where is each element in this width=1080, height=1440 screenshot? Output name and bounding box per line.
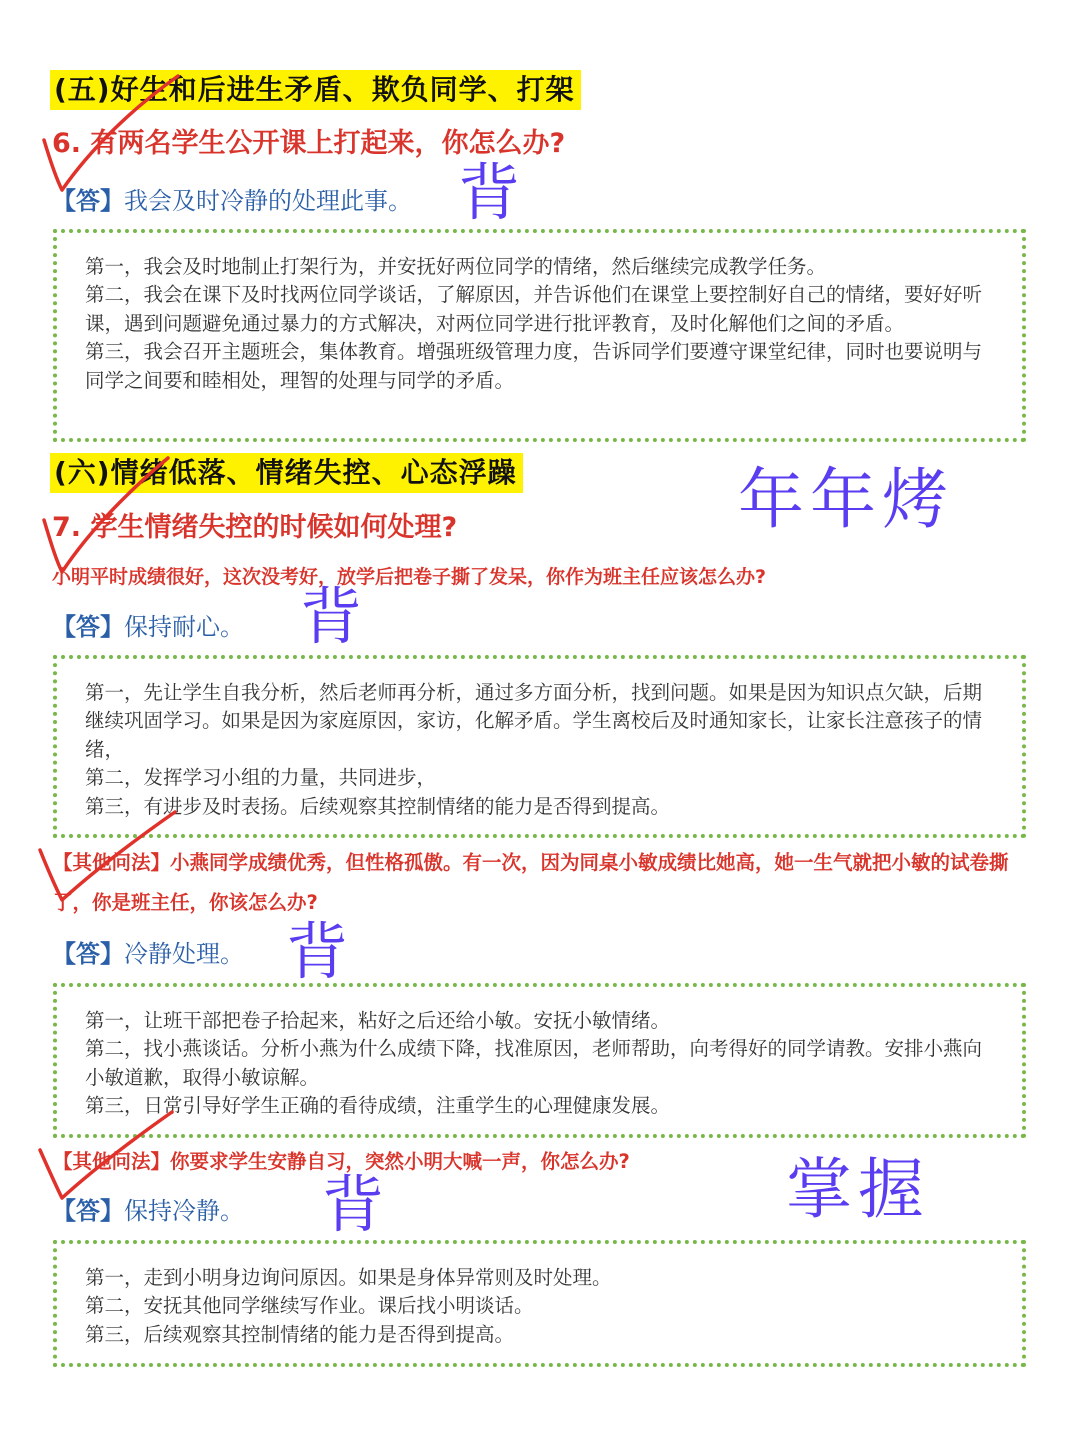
alt-label: 【其他问法】 <box>53 1150 171 1173</box>
check-mark-icon <box>44 76 178 190</box>
check-mark-icon <box>44 458 168 572</box>
handwritten-bei: 背 <box>322 1168 385 1241</box>
answer-label: 【答】 <box>52 612 124 641</box>
section-title-6: (六)情绪低落、情绪失控、心态浮躁 <box>50 453 523 493</box>
handwritten-bei: 背 <box>300 580 363 653</box>
alt-text: 小燕同学成绩优秀，但性格孤傲。有一次，因为同桌小敏成绩比她高，她一生气就把小敏的试卷撕了，你是班主任，你该怎么办? <box>53 851 1009 914</box>
check-mark-icon <box>40 812 175 900</box>
handwritten-note-yearly: 年年烤 <box>738 461 954 538</box>
handwritten-note-master: 掌握 <box>786 1151 930 1228</box>
answer-label: 【答】 <box>52 186 124 215</box>
answer-point: 第三，后续观察其控制情绪的能力是否得到提高。 <box>85 1322 515 1346</box>
answer-point: 第三，我会召开主题班会，集体教育。增强班级管理力度，告诉同学们要遵守课堂纪律，同时也要说明与同学之间要和睦相处，理智的处理与同学的矛盾。 <box>85 340 983 392</box>
answer-summary: 冷静处理。 <box>124 940 244 968</box>
answer-summary: 保持冷静。 <box>124 1197 244 1225</box>
handwritten-bei: 背 <box>458 156 521 229</box>
answer-point: 第二，安抚其他同学继续写作业。课后找小明谈话。 <box>85 1294 534 1318</box>
question-6: 6. 有两名学生公开课上打起来，你怎么办? <box>52 128 566 159</box>
answer-summary: 我会及时冷静的处理此事。 <box>124 187 412 215</box>
scenario-7: 小明平时成绩很好，这次没考好，放学后把卷子撕了发呆，你作为班主任应该怎么办? <box>52 566 767 588</box>
answer-summary: 保持耐心。 <box>124 613 244 641</box>
question-7: 7. 学生情绪失控的时候如何处理? <box>52 512 458 543</box>
answer-label: 【答】 <box>52 939 124 968</box>
answer-point: 第一，我会及时地制止打架行为，并安抚好两位同学的情绪，然后继续完成教学任务。 <box>85 255 827 278</box>
answer-point: 第三，有进步及时表扬。后续观察其控制情绪的能力是否得到提高。 <box>85 794 671 818</box>
answer-point: 第二，找小燕谈话。分析小燕为什么成绩下降，找准原因，老师帮助，向考得好的同学请教。安排小燕向小敏道歉，取得小敏谅解。 <box>85 1037 983 1089</box>
handwritten-bei: 背 <box>286 915 349 988</box>
answer-point: 第二，发挥学习小组的力量，共同进步， <box>85 766 437 790</box>
answer-point: 第三，日常引导好学生正确的看待成绩，注重学生的心理健康发展。 <box>85 1094 671 1118</box>
answer-point: 第一，先让学生自我分析，然后老师再分析，通过多方面分析，找到问题。如果是因为知识点欠缺，后期继续巩固学习。如果是因为家庭原因，家访，化解矛盾。学生离校后及时通知家长，让家长注意孩子的情绪， <box>85 681 983 761</box>
answer-point: 第二，我会在课下及时找两位同学谈话，了解原因，并告诉他们在课堂上要控制好自己的情绪，要好好听课，遇到问题避免通过暴力的方式解决，对两位同学进行批评教育，及时化解他们之间的矛盾。 <box>85 283 983 335</box>
section-title-5: (五)好生和后进生矛盾、欺负同学、打架 <box>50 70 581 110</box>
answer-point: 第一，让班干部把卷子拾起来，粘好之后还给小敏。安抚小敏情绪。 <box>85 1009 671 1032</box>
answer-label: 【答】 <box>52 1196 124 1225</box>
check-mark-icon <box>40 1112 172 1198</box>
alt-label: 【其他问法】 <box>53 851 171 874</box>
answer-point: 第一，走到小明身边询问原因。如果是身体异常则及时处理。 <box>85 1266 612 1289</box>
alt-text: 你要求学生安静自习，突然小明大喊一声，你怎么办? <box>170 1150 630 1173</box>
